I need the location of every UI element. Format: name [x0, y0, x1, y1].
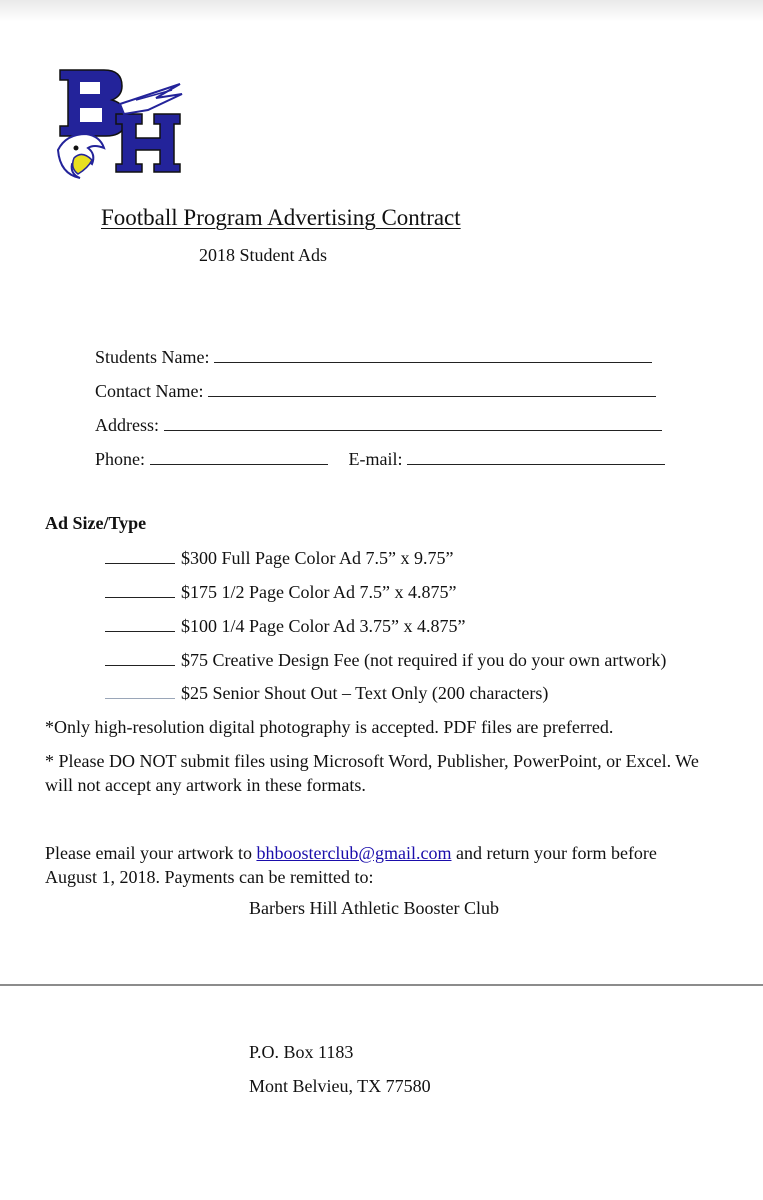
ad-option-label: $300 Full Page Color Ad 7.5” x 9.75” [181, 548, 454, 568]
ad-option-row [105, 682, 548, 704]
ad-option-blank[interactable] [105, 547, 175, 564]
city-state-zip: Mont Belvieu, TX 77580 [249, 1076, 431, 1096]
address-field[interactable] [164, 414, 662, 431]
po-box: P.O. Box 1183 [249, 1042, 354, 1062]
student-name-label: Students Name: [95, 347, 210, 367]
ad-option-blank[interactable] [105, 581, 175, 598]
address-row [95, 414, 662, 436]
ad-option-row [105, 649, 666, 671]
ad-option-label: $100 1/4 Page Color Ad 3.75” x 4.875” [181, 616, 466, 636]
page-divider [0, 984, 763, 986]
contact-name-field[interactable] [208, 380, 656, 397]
ad-option-row [105, 581, 456, 603]
top-shadow [0, 0, 763, 22]
ad-option-blank[interactable] [105, 649, 175, 666]
phone-label: Phone: [95, 449, 146, 469]
student-name-row [95, 346, 652, 368]
submission-suffix: and return your form before August 1, 2018. Payments can be remitted to: [45, 843, 657, 887]
page-title: Football Program Advertising Contract [101, 205, 461, 230]
student-name-field[interactable] [214, 346, 652, 363]
format-note: * Please DO NOT submit files using Microsoft Word, Publisher, PowerPoint, or Excel. We will not accept any artwork in these formats. [45, 751, 699, 795]
ad-option-row [105, 615, 465, 637]
contact-name-label: Contact Name: [95, 381, 204, 401]
bh-eagle-logo [52, 64, 186, 180]
org-name: Barbers Hill Athletic Booster Club [249, 898, 499, 918]
email-label: E-mail: [348, 449, 403, 469]
ad-option-label: $175 1/2 Page Color Ad 7.5” x 4.875” [181, 582, 457, 602]
phone-email-row [95, 448, 665, 470]
ad-size-heading: Ad Size/Type [45, 513, 147, 533]
ad-option-blank[interactable] [105, 682, 175, 699]
ad-option-row [105, 547, 454, 569]
address-label: Address: [95, 415, 159, 435]
photo-note: *Only high-resolution digital photography is accepted. PDF files are preferred. [45, 717, 614, 737]
submission-instructions [45, 841, 695, 889]
phone-field[interactable] [150, 448, 328, 465]
contact-name-row [95, 380, 656, 402]
booster-email-link[interactable]: bhboosterclub@gmail.com [256, 843, 452, 863]
submission-prefix: Please email your artwork to [45, 843, 257, 863]
ad-option-label: $75 Creative Design Fee (not required if you do your own artwork) [181, 650, 667, 670]
ad-option-blank[interactable] [105, 615, 175, 632]
email-field[interactable] [407, 448, 665, 465]
ad-option-label: $25 Senior Shout Out – Text Only (200 characters) [181, 683, 549, 703]
page-subtitle: 2018 Student Ads [199, 245, 328, 265]
